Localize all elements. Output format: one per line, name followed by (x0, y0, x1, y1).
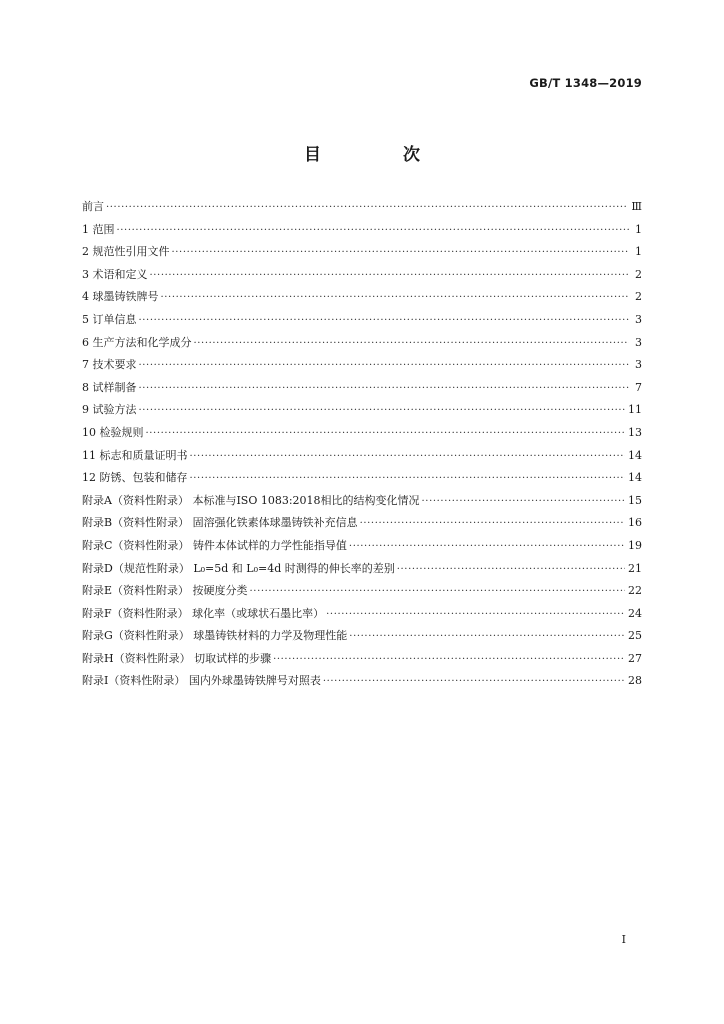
dot-leader (349, 626, 625, 649)
toc-entry-label: 4 球墨铸铁牌号 (82, 290, 159, 304)
dot-leader (139, 310, 630, 333)
page-number: I (621, 933, 626, 946)
toc-entry-page: 25 (628, 629, 642, 643)
toc-entry-label: 前言 (82, 200, 104, 213)
toc-entry-sample-preparation[interactable] (82, 377, 642, 400)
toc-entry-annex-c[interactable] (82, 535, 642, 558)
toc-entry-page: 19 (628, 538, 642, 552)
toc-entry-technical-requirements[interactable] (82, 354, 642, 377)
toc-entry-page: 1 (635, 245, 642, 259)
dot-leader (172, 242, 630, 265)
toc-entry-page: 22 (628, 584, 642, 598)
toc-entry-label: 8 试样制备 (82, 380, 137, 394)
toc-entry-page: 11 (628, 403, 642, 417)
toc-entry-label: 10 检验规则 (82, 425, 144, 439)
toc-entry-label: 附录G（资料性附录） 球墨铸铁材料的力学及物理性能 (82, 629, 348, 643)
dot-leader (161, 287, 630, 310)
dot-leader (349, 536, 625, 559)
toc-entry-packaging-storage[interactable] (82, 467, 642, 490)
toc-entry-annex-f[interactable] (82, 603, 642, 626)
toc-entry-normative-references[interactable] (82, 241, 642, 264)
dot-leader (360, 513, 625, 536)
toc-entry-annex-d[interactable] (82, 558, 642, 581)
dot-leader (190, 446, 626, 469)
toc-entry-page: 14 (628, 448, 642, 462)
toc-entry-label: 9 试验方法 (82, 403, 137, 417)
toc-entry-annex-h[interactable] (82, 648, 642, 671)
toc-entry-page: 1 (635, 222, 642, 236)
toc-entry-page: 21 (628, 561, 642, 575)
toc-entry-label: 2 规范性引用文件 (82, 245, 170, 259)
toc-entry-foreword[interactable] (82, 196, 642, 219)
standard-code: GB/T 1348—2019 (529, 76, 642, 90)
toc-entry-marking-certificate[interactable] (82, 445, 642, 468)
dot-leader (397, 559, 625, 582)
toc-entry-label: 7 技术要求 (82, 358, 137, 372)
dot-leader (106, 197, 628, 220)
toc-entry-page: 2 (635, 267, 642, 281)
toc-entry-test-methods[interactable] (82, 399, 642, 422)
dot-leader (273, 649, 625, 672)
toc-entry-page: 27 (628, 651, 642, 665)
dot-leader (422, 491, 625, 514)
dot-leader (139, 378, 630, 401)
toc-entry-page: 24 (628, 606, 642, 620)
toc-entry-label: 12 防锈、包装和储存 (82, 471, 188, 485)
toc-entry-grades[interactable] (82, 286, 642, 309)
toc-entry-label: 附录D（规范性附录） L₀=5d 和 L₀=4d 时测得的伸长率的差别 (82, 561, 395, 575)
toc-entry-annex-b[interactable] (82, 512, 642, 535)
toc-entry-label: 附录E（资料性附录） 按硬度分类 (82, 584, 248, 598)
toc-entry-page: 2 (635, 290, 642, 304)
toc-entry-annex-g[interactable] (82, 625, 642, 648)
dot-leader (150, 265, 630, 288)
toc-entry-label: 3 术语和定义 (82, 267, 148, 281)
dot-leader (117, 220, 630, 243)
table-of-contents (82, 196, 642, 693)
dot-leader (146, 423, 626, 446)
toc-entry-page: Ⅲ (631, 200, 642, 213)
dot-leader (323, 671, 625, 694)
toc-entry-page: 15 (628, 493, 642, 507)
toc-entry-annex-a[interactable] (82, 490, 642, 513)
toc-entry-page: 3 (635, 335, 642, 349)
toc-entry-label: 附录A（资料性附录） 本标准与ISO 1083:2018相比的结构变化情况 (82, 493, 420, 507)
toc-entry-page: 7 (635, 380, 642, 394)
dot-leader (139, 355, 630, 378)
toc-entry-page: 13 (628, 425, 642, 439)
toc-entry-label: 1 范围 (82, 222, 115, 236)
toc-entry-label: 附录H（资料性附录） 切取试样的步骤 (82, 651, 272, 665)
toc-entry-page: 3 (635, 358, 642, 372)
toc-entry-page: 14 (628, 471, 642, 485)
toc-entry-inspection-rules[interactable] (82, 422, 642, 445)
toc-entry-page: 28 (628, 674, 642, 688)
toc-entry-order-info[interactable] (82, 309, 642, 332)
toc-entry-label: 附录F（资料性附录） 球化率（或球状石墨比率） (82, 606, 325, 620)
page-title: 目 次 (304, 145, 458, 165)
toc-entry-label: 附录C（资料性附录） 铸件本体试样的力学性能指导值 (82, 538, 347, 552)
toc-entry-label: 附录B（资料性附录） 固溶强化铁素体球墨铸铁补充信息 (82, 516, 358, 530)
dot-leader (250, 581, 625, 604)
toc-entry-production-composition[interactable] (82, 332, 642, 355)
toc-entry-page: 16 (628, 516, 642, 530)
toc-entry-label: 11 标志和质量证明书 (82, 448, 188, 462)
toc-entry-scope[interactable] (82, 219, 642, 242)
toc-entry-page: 3 (635, 312, 642, 326)
toc-entry-annex-i[interactable] (82, 670, 642, 693)
dot-leader (139, 400, 626, 423)
dot-leader (190, 468, 626, 491)
dot-leader (326, 604, 625, 627)
toc-entry-terms-definitions[interactable] (82, 264, 642, 287)
dot-leader (194, 333, 630, 356)
toc-entry-label: 6 生产方法和化学成分 (82, 335, 192, 349)
toc-entry-label: 5 订单信息 (82, 312, 137, 326)
toc-entry-label: 附录I（资料性附录） 国内外球墨铸铁牌号对照表 (82, 674, 321, 688)
toc-entry-annex-e[interactable] (82, 580, 642, 603)
